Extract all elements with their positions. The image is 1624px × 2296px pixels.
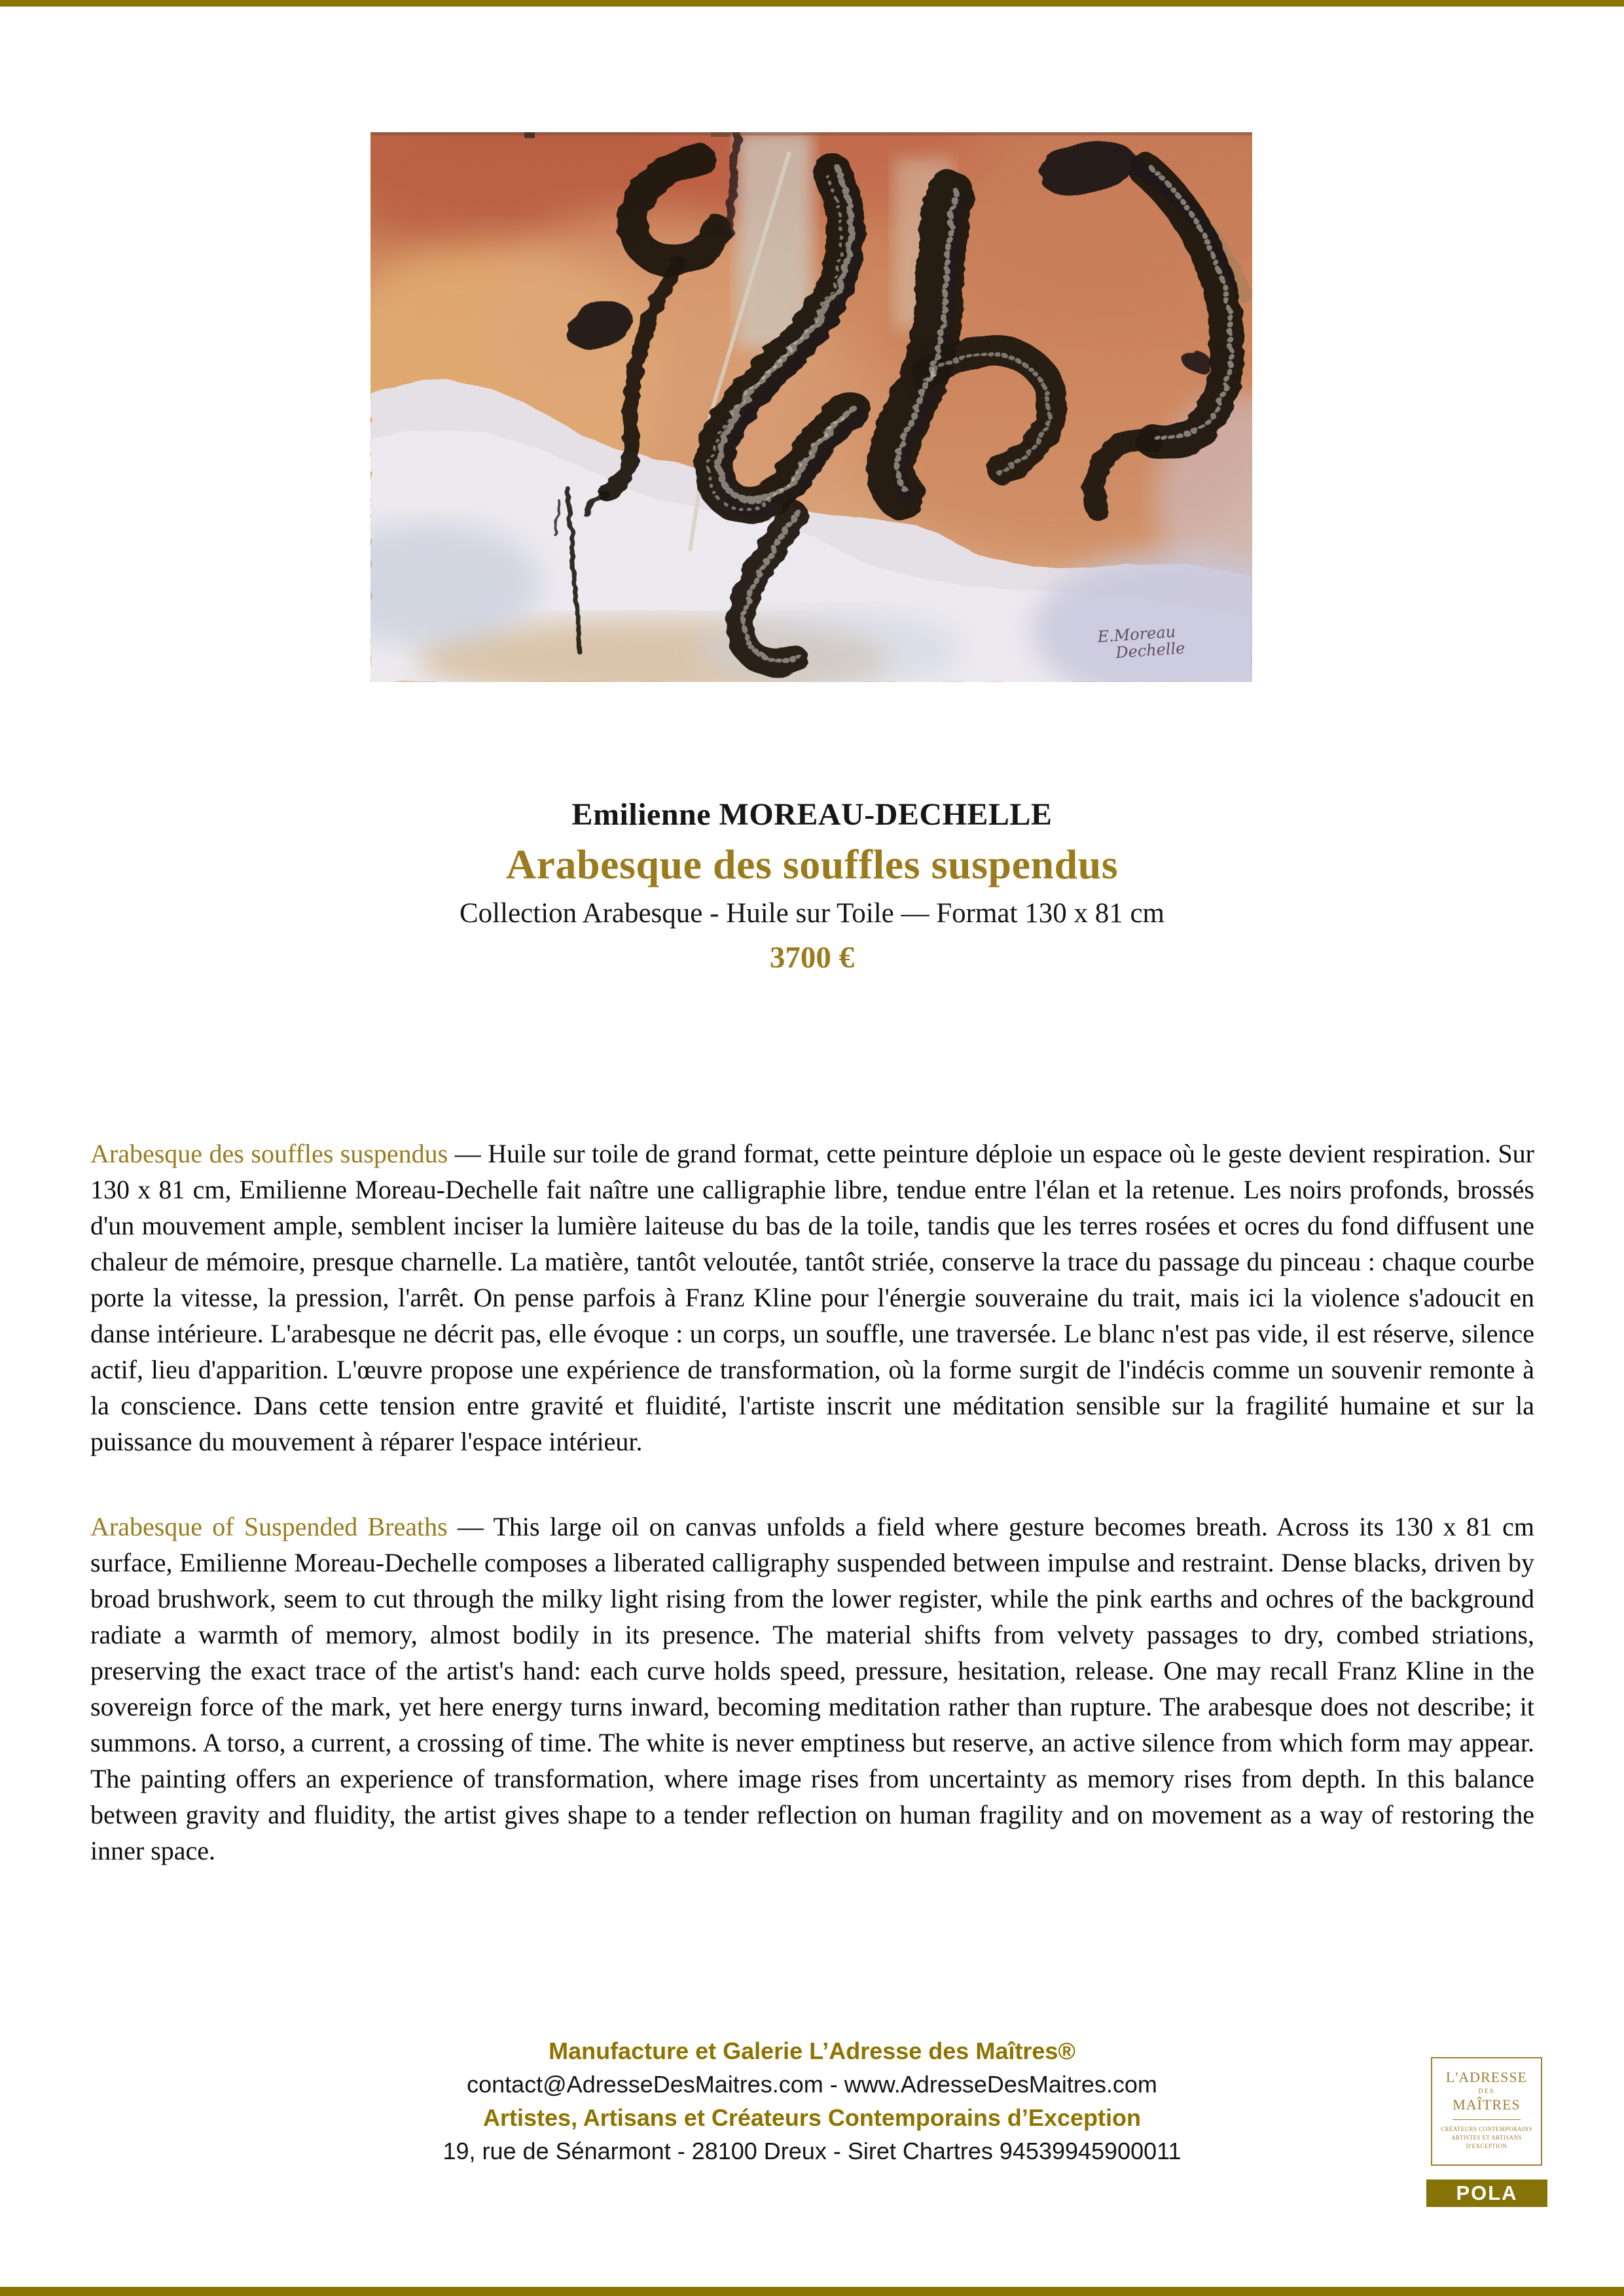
paragraph-fr-text: — Huile sur toile de grand format, cette peinture déploie un espace où le geste devient respiration. Sur 130 x 81 cm, Emilienne Moreau-Dechelle fait naître une calligraphie libre, tendue entre l'élan et la retenue. Les noirs profonds, brossés d'un mouvement ample, semblent inciser la lumière laiteuse du bas de la toile, tandis que les terres rosées et ocres du fond diffusent une chaleur de mémoire, presque charnelle. La matière, tantôt veloutée, tantôt striée, conserve la trace du passage du pinceau : chaque courbe porte la vitesse, la pression, l'arrêt. On pense parfois à Franz Kline pour l'énergie souveraine du trait, mais ici la violence s'adoucit en danse intérieure. L'arabesque ne décrit pas, elle évoque : un corps, un souffle, une traversée. Le blanc n'est pas vide, il est réserve, silence actif, lieu d'apparition. L'œuvre propose une expérience de transformation, où la forme surgit de l'indécis comme un souvenir remonte à la conscience. Dans cette tension entre gravité et fluidité, l'artiste inscrit une méditation sensible sur la fragilité humaine et sur la puissance du mouvement à réparer l'espace intérieur. bbox=[90, 1139, 1534, 1456]
footer-gallery-name: Manufacture et Galerie L’Adresse des Maîtres® bbox=[549, 2037, 1075, 2064]
footer bbox=[0, 2034, 1624, 2168]
artwork-image bbox=[370, 132, 1252, 682]
paragraph-fr-lead: Arabesque des souffles suspendus bbox=[90, 1139, 448, 1168]
logo-line-maitres: MAÎTRES bbox=[1453, 2096, 1521, 2113]
paragraph-fr bbox=[90, 1136, 1534, 1460]
artist-name: Emilienne MOREAU-DECHELLE bbox=[571, 797, 1053, 832]
pola-badge bbox=[1426, 2179, 1547, 2207]
artwork-price: 3700 € bbox=[769, 941, 855, 975]
gallery-logo bbox=[1431, 2057, 1542, 2166]
signature-line-2: Dechelle bbox=[1115, 639, 1186, 662]
title-block bbox=[0, 793, 1624, 980]
artwork-title: Arabesque des souffles suspendus bbox=[505, 841, 1119, 888]
footer-address-line: 19, rue de Sénarmont - 28100 Dreux - Siret Chartres 94539945900011 bbox=[442, 2138, 1182, 2164]
paragraph-en bbox=[90, 1509, 1534, 1869]
artwork-details: Collection Arabesque - Huile sur Toile — Format 130 x 81 cm bbox=[460, 898, 1164, 929]
logo-line-adresse: L'ADRESSE bbox=[1445, 2069, 1528, 2085]
paragraph-en-text: — This large oil on canvas unfolds a field where gesture becomes breath. Across its 130 x 81 cm surface, Emilienne Moreau-Dechelle composes a liberated calligraphy suspended between impulse and restraint. Dense blacks, driven by broad brushwork, seem to cut through the milky light rising from the lower register, while the pink earths and ochres of the background radiate a warmth of memory, almost bodily in its presence. The material shifts from velvety passages to dry, combed striations, preserving the exact trace of the artist's hand: each curve holds speed, pressure, hesitation, release. One may recall Franz Kline in the sovereign force of the mark, yet here energy turns inward, becoming meditation rather than rupture. The arabesque does not describe; it summons. A torso, a current, a crossing of time. The white is never emptiness but reserve, an active silence from which form may appear. The painting offers an experience of transformation, where image rises from uncertainty as memory rises from depth. In this balance between gravity and fluidity, the artist gives shape to a tender reflection on human fragility and on movement as a way of restoring the inner space. bbox=[90, 1512, 1534, 1865]
logo-line-artistes: ARTISTES ET ARTISANS bbox=[1451, 2134, 1522, 2141]
logo-line-exception: D'EXCEPTION bbox=[1466, 2143, 1507, 2149]
footer-tagline: Artistes, Artisans et Créateurs Contemporains d’Exception bbox=[483, 2104, 1141, 2131]
pola-badge-label: POLA bbox=[1456, 2181, 1518, 2204]
signature-line-1: E.Moreau bbox=[1096, 622, 1176, 647]
footer-contact-line: contact@AdresseDesMaitres.com - www.AdresseDesMaitres.com bbox=[467, 2071, 1157, 2098]
logo-divider bbox=[1453, 2119, 1521, 2120]
logo-line-des: DES bbox=[1478, 2088, 1495, 2095]
bottom-border-bar bbox=[0, 2287, 1624, 2296]
logo-line-createurs: CRÉATEURS CONTEMPORAINS bbox=[1441, 2126, 1532, 2132]
artwork-painting bbox=[370, 132, 1252, 682]
top-border-bar bbox=[0, 0, 1624, 7]
paragraph-en-lead: Arabesque of Suspended Breaths bbox=[90, 1512, 448, 1541]
